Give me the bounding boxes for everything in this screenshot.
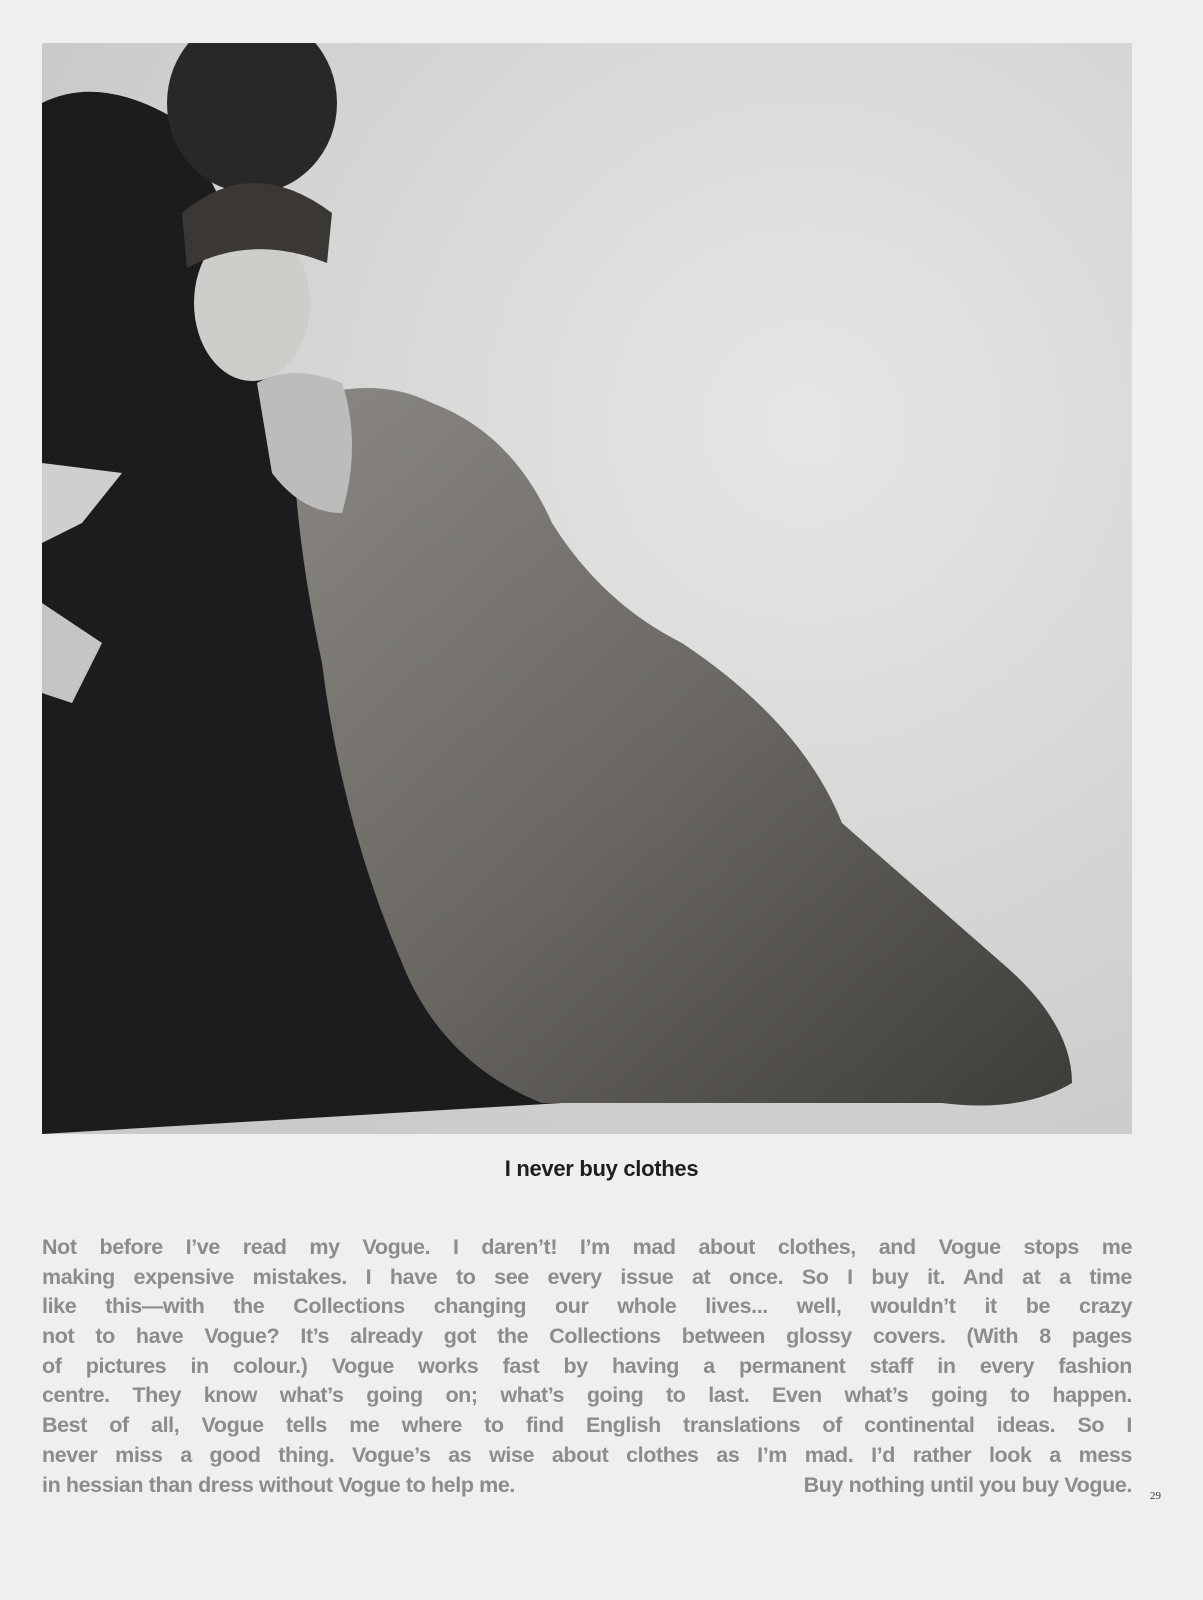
body-last-line [42, 1471, 1132, 1501]
body-line: Not before I’ve read my Vogue. I daren’t! I’m mad about clothes, and Vogue stops me [42, 1235, 1132, 1259]
photo-illustration [42, 43, 1132, 1134]
fashion-photo [42, 43, 1132, 1134]
headline: I never buy clothes [504, 1156, 699, 1181]
body-line: like this—with the Collections changing our whole lives... well, wouldn’t it be crazy [42, 1294, 1132, 1319]
body-line: Best of all, Vogue tells me where to find English translations of continental ideas. So I [42, 1413, 1132, 1438]
body-line: not to have Vogue? It’s already got the Collections between glossy covers. (With 8 pages [42, 1324, 1132, 1349]
tagline: Buy nothing until you buy Vogue. [803, 1472, 1132, 1497]
body-copy [42, 1233, 1132, 1500]
body-line: of pictures in colour.) Vogue works fast by having a permanent staff in every fashion [42, 1353, 1132, 1378]
body-line: never miss a good thing. Vogue’s as wise about clothes as I’m mad. I’d rather look a mess [42, 1442, 1132, 1467]
page-number: 29 [1150, 1490, 1161, 1502]
body-line: centre. They know what’s going on; what’s going to last. Even what’s going to happen. [42, 1383, 1132, 1408]
body-line: in hessian than dress without Vogue to help me. [42, 1472, 515, 1497]
body-line: making expensive mistakes. I have to see every issue at once. So I buy it. And at a time [42, 1264, 1132, 1289]
